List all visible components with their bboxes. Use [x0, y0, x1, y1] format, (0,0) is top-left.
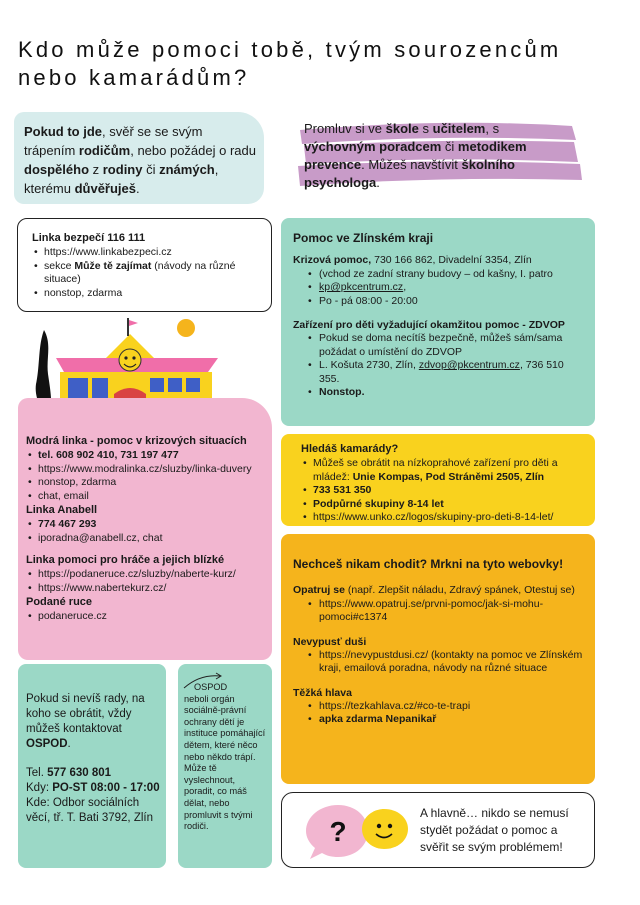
modra-linka-box [18, 398, 272, 660]
anabell-heading: Linka Anabell [26, 504, 98, 516]
list-item: • sekce Může tě zajímat (návody na různé situace) [32, 260, 261, 287]
list-item[interactable]: • https://www.linkabezpeci.cz [32, 246, 261, 260]
kamarady-box [281, 434, 595, 526]
list-item[interactable]: • kp@pkcentrum.cz, [293, 281, 587, 295]
list-item[interactable]: • https://nevypustdusi.cz/ (kontakty na pomoc ve Zlínském kraji, emailová poradna, návody na různé situace [293, 649, 587, 676]
speech-bubbles-icon [302, 801, 412, 863]
ospod-body: neboli orgán sociálně-právní ochrany dětí je instituce pomáhající dětem, které něco nebo někdo trápí. Může tě vyslechnout, poradit, co máš dělat, nebo promluvit s tvými rodiči. [184, 693, 266, 832]
arrow-icon [180, 668, 270, 692]
list-item[interactable]: • https://www.nabertekurz.cz/ [26, 582, 262, 596]
list-item: • apka zdarma Nepanikař [293, 713, 587, 727]
zlin-heading: Pomoc ve Zlínském kraji [293, 231, 434, 245]
list-item: • (vchod ze zadní strany budovy – od kašny, I. patro [293, 268, 587, 282]
list-item: • iporadna@anabell.cz, chat [26, 532, 262, 546]
ospod-contact-box: Pokud si nevíš rady, na koho se obrátit, vždy můžeš kontaktovat OSPOD. Tel. 577 630 801 Kdy: PO-ST 08:00 - 17:00 Kde: Odbor sociálních věcí, tř. T. Bati 3792, Zlín [18, 664, 166, 868]
list-item: • chat, email [26, 490, 262, 504]
ospod-heading: OSPOD [194, 682, 228, 692]
question-mark: ? [329, 816, 347, 847]
zlin-region-box: Pomoc ve Zlínském kraji Krizová pomoc, 730 166 862, Divadelní 3354, Zlín • (vchod ze zadní strany budovy – od kašny, I. patro • kp@pkcentrum.cz, • Po - pá 08:00 - 20:00 Zařízení pro děti vyžadující okamžitou pomoc - ZDVOP • Pokud se doma necítíš bezpečně, můžeš sám/sama požádat o umístění do ZDVOP • L. Košuta 2730, Zlín, zdvop@pkcentrum.cz, 736 510 355. • Nonstop. [281, 218, 595, 426]
list-item[interactable]: • https://www.modralinka.cz/sluzby/linka-duvery [26, 463, 262, 477]
list-item[interactable]: • podaneruce.cz [26, 610, 262, 624]
nevypust-heading: Nevypusť duši [293, 635, 367, 648]
list-item[interactable]: • https://tezkahlava.cz/#co-te-trapi [293, 700, 587, 714]
linka-bezpeci-box [17, 218, 272, 312]
modra-linka-heading: Modrá linka - pomoc v krizových situacích [26, 435, 247, 447]
list-item: • Pokud se doma necítíš bezpečně, můžeš sám/sama požádat o umístění do ZDVOP [293, 332, 587, 359]
hraci-heading: Linka pomoci pro hráče a jejich blízké [26, 554, 225, 566]
podane-ruce-heading: Podané ruce [26, 596, 93, 608]
list-item[interactable]: • https://www.unko.cz/logos/skupiny-pro-deti-8-14-let/ [301, 511, 587, 525]
lead-box: Pokud to jde, svěř se se svým trápením rodičům, nebo požádej o radu dospělého z rodiny či známých, kterému důvěřuješ. [14, 112, 264, 204]
list-item: • nonstop, zdarma [32, 287, 261, 301]
websites-box: Nechceš nikam chodit? Mrkni na tyto webovky! Opatruj se (např. Zlepšit náladu, Zdravý spánek, Otestuj se) • https://www.opatruj.se/prvni-pomoc/jak-si-mohu-pomoci#c1374 Nevypusť duši • https://nevypustdusi.cz/ (kontakty na pomoc ve Zlínském kraji, emailová poradna, návody na různé situace Těžká hlava • https://tezkahlava.cz/#co-te-trapi • apka zdarma Nepanikař [281, 534, 595, 784]
kamarady-heading: Hledáš kamarády? [301, 443, 399, 455]
list-item: • 774 467 293 [26, 518, 262, 532]
list-item: • Můžeš se obrátit na nízkoprahové zařízení pro děti a mládež: Unie Kompas, Pod Stráněmi 2505, Zlín [301, 457, 587, 484]
list-item: • Nonstop. [293, 386, 587, 400]
list-item[interactable]: • https://www.opatruj.se/prvni-pomoc/jak-si-mohu-pomoci#c1374 [293, 598, 587, 625]
zdvop-heading: Zařízení pro děti vyžadující okamžitou pomoc - ZDVOP [293, 319, 565, 331]
linka-bezpeci-heading: Linka bezpečí 116 111 [32, 232, 146, 244]
websites-heading: Nechceš nikam chodit? Mrkni na tyto webovky! [293, 557, 564, 571]
page-title: Kdo může pomoci tobě, tvým sourozencům nebo kamarádům? [18, 37, 562, 90]
list-item: • L. Košuta 2730, Zlín, zdvop@pkcentrum.cz, 736 510 355. [293, 359, 587, 386]
list-item: • Po - pá 08:00 - 20:00 [293, 295, 587, 309]
list-item: • Podpůrné skupiny 8-14 let [301, 498, 587, 512]
school-text: Promluv si ve škole s učitelem, s výchovným poradcem či metodikem prevence. Můžeš navštívit školního psychologa. [304, 121, 527, 190]
list-item: • 733 531 350 [301, 484, 587, 498]
list-item: • nonstop, zdarma [26, 476, 262, 490]
list-item[interactable]: • https://podaneruce.cz/sluzby/naberte-kurz/ [26, 568, 262, 582]
tezka-hlava-heading: Těžká hlava [293, 686, 352, 699]
list-item: • tel. 608 902 410, 731 197 477 [26, 449, 262, 463]
final-message-box [281, 792, 595, 868]
final-message-text: A hlavně… nikdo se nemusí stydět požádat o pomoc a svěřit se svým problémem! [420, 806, 569, 854]
ospod-info-box [178, 664, 272, 868]
